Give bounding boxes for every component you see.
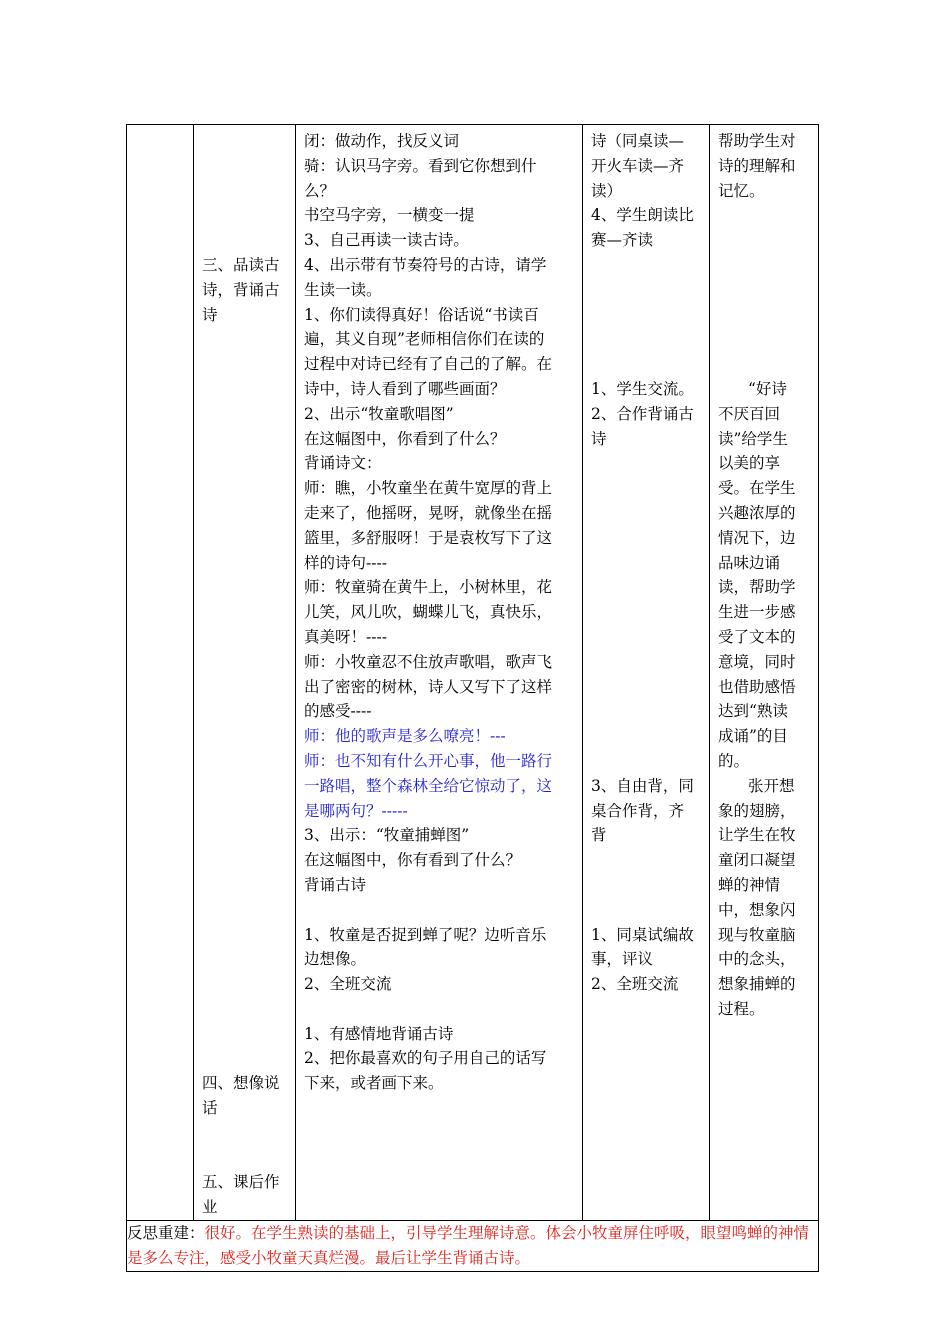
reflection-row — [127, 1221, 819, 1272]
student-line: 2、合作背诵古 — [591, 404, 694, 423]
activity-line: 诗中，诗人看到了哪些画面？ — [304, 379, 506, 398]
stage-title: 三、品读古 — [202, 255, 280, 274]
design-intent-text — [710, 125, 818, 1022]
student-line: 事，评议 — [591, 950, 654, 969]
intent-line: 中的念头， — [718, 950, 796, 969]
student-line: 开火车读—齐 — [591, 156, 685, 175]
activity-line: 骑：认识马字旁。看到它你想到什 — [304, 156, 537, 175]
activity-line: 3、出示：“牧童捕蝉图” — [304, 826, 470, 845]
intent-line: “好诗 — [748, 379, 787, 398]
intent-line: 受。在学生 — [718, 479, 796, 498]
activity-line: 3、自己再读一读古诗。 — [304, 231, 469, 250]
intent-line: 也借助感悟 — [718, 677, 796, 696]
activity-line: 师：小牧童忍不住放声歌唱，歌声飞 — [304, 652, 553, 671]
intent-line: 情况下，边 — [718, 528, 796, 547]
activity-line: 在这幅图中，你有看到了什么？ — [304, 851, 522, 870]
activity-line: 出了密密的树林，诗人又写下了这样 — [304, 677, 553, 696]
activity-line: 背诵诗文： — [304, 454, 382, 473]
intent-line: 记忆。 — [718, 181, 765, 200]
student-activity-text — [583, 125, 709, 997]
reflection-label: 反思重建： — [127, 1224, 205, 1243]
activity-line: 走来了，他摇呀，晃呀，就像坐在摇 — [304, 503, 553, 522]
student-line: 1、学生交流。 — [591, 379, 694, 398]
activity-line — [304, 898, 576, 923]
student-line: 诗（同桌读— — [591, 132, 685, 150]
activity-line — [304, 997, 576, 1022]
stage-title: 五、课后作 — [202, 1173, 280, 1192]
stage-title: 业 — [202, 1198, 218, 1217]
intent-line: 过程。 — [718, 999, 765, 1018]
activity-line: 过程中对诗已经有了自己的了解。在 — [304, 355, 553, 374]
activity-line: 的感受---- — [304, 702, 372, 721]
activity-line: 师：牧童骑在黄牛上，小树林里，花 — [304, 578, 553, 597]
intent-line: 帮助学生对 — [718, 132, 796, 150]
student-line: 诗 — [591, 429, 607, 448]
intent-line: 以美的享 — [718, 454, 781, 473]
activity-line: 1、你们读得真好！俗话说“书读百 — [304, 305, 539, 324]
intent-line: 蝉的神情 — [718, 875, 781, 894]
stage-list — [194, 125, 295, 1220]
teacher-activity-text — [296, 125, 582, 1096]
activity-line: 遍，其义自现”老师相信你们在读的 — [304, 330, 545, 349]
activity-line: 在这幅图中，你看到了什么？ — [304, 429, 506, 448]
student-line: 背 — [591, 826, 607, 845]
intent-line: 现与牧童脑 — [718, 925, 796, 944]
intent-line: 意境，同时 — [718, 652, 796, 671]
activity-line: 样的诗句---- — [304, 553, 387, 572]
activity-line: 生读一读。 — [304, 280, 382, 299]
intent-line: 受了文本的 — [718, 627, 796, 646]
intent-line: 童闭口凝望 — [718, 851, 796, 870]
reflection-cell — [127, 1221, 819, 1272]
teacher-activity-cell — [296, 125, 583, 1221]
student-line: 3、自由背，同 — [591, 776, 694, 795]
activity-line: 书空马字旁，一横变一提 — [304, 206, 475, 225]
stage-title: 话 — [202, 1099, 218, 1118]
activity-line: 边想像。 — [304, 950, 367, 969]
intent-line: 的。 — [718, 751, 750, 770]
student-line: 读） — [591, 181, 623, 200]
blank-cell — [127, 125, 194, 1221]
activity-line: 儿笑，风儿吹，蝴蝶儿飞，真快乐， — [304, 603, 553, 622]
activity-line: 篮里，多舒服呀！于是袁枚写下了这 — [304, 528, 553, 547]
intent-line: 读，帮助学 — [718, 578, 796, 597]
reflection-text: 很好。在学生熟读的基础上，引导学生理解诗意。体会小牧童屏住呼吸，眼望鸣蝉的神情是多么专注，感受小牧童天真烂漫。最后让学生背诵古诗。 — [127, 1224, 810, 1267]
highlighted-line: 一路唱，整个森林全给它惊动了，这 — [304, 776, 553, 795]
intent-line: 想象捕蝉的 — [718, 975, 796, 994]
intent-line: 达到“熟读 — [718, 702, 788, 721]
highlighted-line: 是哪两句？----- — [304, 801, 408, 820]
intent-line: 让学生在牧 — [718, 826, 796, 845]
intent-line: 品味边诵 — [718, 553, 781, 572]
stage-cell — [194, 125, 296, 1221]
activity-line: 闭：做动作，找反义词 — [304, 132, 460, 150]
highlighted-line: 师：他的歌声是多么嘹亮！--- — [304, 727, 506, 746]
highlighted-line: 师：也不知有什么开心事，他一路行 — [304, 751, 553, 770]
intent-line: 诗的理解和 — [718, 156, 796, 175]
design-intent-cell — [710, 125, 819, 1221]
activity-line: 1、有感情地背诵古诗 — [304, 1024, 454, 1043]
student-line: 4、学生朗读比 — [591, 206, 694, 225]
intent-line: 张开想 — [748, 776, 795, 795]
intent-line: 成诵”的目 — [718, 727, 788, 746]
activity-line: 背诵古诗 — [304, 875, 367, 894]
activity-line: 4、出示带有节奏符号的古诗，请学 — [304, 255, 547, 274]
intent-line: 象的翅膀， — [718, 801, 796, 820]
student-line: 赛—齐读 — [591, 231, 654, 250]
stage-title: 诗，背诵古 — [202, 280, 280, 299]
activity-line: 2、把你最喜欢的句子用自己的话写 — [304, 1049, 547, 1068]
activity-line: 1、牧童是否捉到蝉了呢？边听音乐 — [304, 925, 547, 944]
student-activity-cell — [583, 125, 710, 1221]
student-line: 桌合作背，齐 — [591, 801, 685, 820]
intent-line: 兴趣浓厚的 — [718, 503, 796, 522]
stage-title: 四、想像说 — [202, 1074, 280, 1093]
intent-line: 生进一步感 — [718, 603, 796, 622]
intent-line: 中，想象闪 — [718, 900, 796, 919]
stage-title: 诗 — [202, 305, 218, 324]
student-line: 1、同桌试编故 — [591, 925, 694, 944]
activity-line: 么？ — [304, 181, 336, 200]
activity-line: 师：瞧，小牧童坐在黄牛宽厚的背上 — [304, 479, 553, 498]
activity-line: 真美呀！---- — [304, 627, 387, 646]
intent-line: 读”给学生 — [718, 429, 788, 448]
lesson-plan-table — [126, 124, 819, 1272]
activity-line: 2、出示“牧童歌唱图” — [304, 404, 454, 423]
activity-line: 2、全班交流 — [304, 975, 392, 994]
table-row — [127, 125, 819, 1221]
activity-line: 下来，或者画下来。 — [304, 1074, 444, 1093]
student-line: 2、全班交流 — [591, 975, 679, 994]
intent-line: 不厌百回 — [718, 404, 781, 423]
